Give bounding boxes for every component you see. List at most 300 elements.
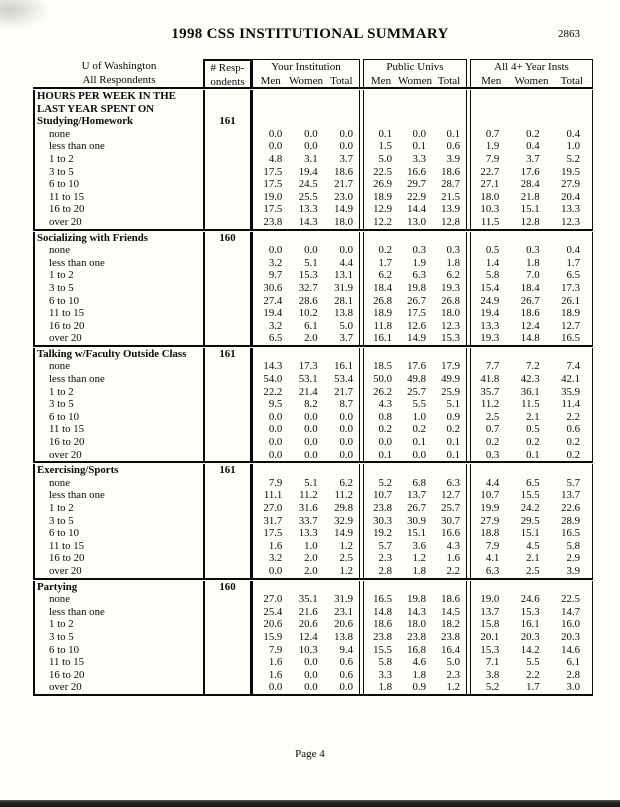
respondents-cell: 160	[203, 232, 252, 245]
group-cells	[252, 166, 360, 179]
value-cell: 19.5	[561, 165, 580, 178]
respondents-cell	[203, 436, 252, 449]
value-cell: 17.6	[407, 360, 426, 373]
value-cell: 26.2	[373, 385, 392, 398]
group-cells	[470, 373, 593, 386]
value-cell: 13.8	[334, 307, 353, 320]
group-cells	[252, 540, 360, 553]
table-row	[33, 502, 593, 515]
section-header-row	[33, 348, 593, 361]
value-cell: 13.3	[480, 319, 500, 332]
value-cell: 29.5	[520, 514, 540, 527]
value-cell: 15.4	[480, 281, 500, 294]
value-cell: 17.6	[520, 165, 540, 178]
table-row	[33, 552, 593, 565]
respondents-cell: 161	[203, 464, 252, 477]
group-cells	[470, 644, 593, 657]
value-cell: 11.2	[334, 489, 353, 502]
value-cell	[288, 115, 323, 128]
value-cell: 12.4	[298, 630, 318, 643]
group-cells	[470, 477, 593, 490]
group-cells	[252, 216, 360, 229]
group-cells	[252, 386, 360, 399]
value-cell: 31.9	[334, 593, 353, 606]
value-cell: 0.0	[268, 423, 283, 436]
respondents-cell	[203, 423, 252, 436]
value-cell	[511, 90, 551, 103]
value-cell: 17.3	[298, 360, 318, 373]
respondents-cell	[203, 332, 252, 345]
group-cells	[363, 398, 467, 411]
value-cell: 0.7	[485, 127, 500, 140]
value-cell: 3.2	[268, 256, 283, 269]
value-cell: 1.9	[412, 256, 426, 269]
value-cell: 13.8	[334, 630, 353, 643]
row-label: less than one	[33, 373, 203, 386]
row-label: none	[33, 128, 203, 141]
table-section	[33, 89, 593, 229]
group-cells	[470, 464, 593, 477]
value-cell: 4.4	[339, 256, 353, 269]
group-cells	[252, 203, 360, 216]
value-cell	[432, 464, 466, 477]
row-label: 11 to 15	[33, 656, 203, 669]
value-cell: 26.9	[373, 178, 392, 191]
value-cell: 7.2	[526, 360, 540, 373]
value-cell: 14.8	[520, 332, 540, 345]
table-row	[33, 398, 593, 411]
group-cells	[252, 360, 360, 373]
value-cell: 20.6	[298, 618, 318, 631]
value-cell: 16.8	[407, 643, 426, 656]
value-cell: 5.8	[378, 656, 392, 669]
value-cell: 13.7	[561, 489, 580, 502]
group-cells	[470, 489, 593, 502]
value-cell: 14.8	[373, 605, 392, 618]
group-cells	[470, 552, 593, 565]
group-cells	[470, 295, 593, 308]
value-cell	[324, 90, 359, 103]
value-cell: 18.6	[441, 593, 460, 606]
group-cells	[252, 269, 360, 282]
table-row	[33, 178, 593, 191]
value-cell: 0.0	[268, 564, 283, 577]
value-cell: 0.6	[446, 140, 460, 153]
respondents-cell	[203, 244, 252, 257]
group-cells	[252, 128, 360, 141]
table-row	[33, 411, 593, 424]
group-cells	[252, 295, 360, 308]
value-cell: 16.1	[373, 332, 392, 345]
value-cell: 15.5	[520, 489, 540, 502]
group-cells	[470, 307, 593, 320]
value-cell: 14.3	[298, 215, 318, 228]
value-cell: 0.9	[446, 410, 460, 423]
value-cell: 22.7	[480, 165, 500, 178]
group-cells	[363, 644, 467, 657]
group-cells	[363, 257, 467, 270]
table-row	[33, 449, 593, 462]
value-cell	[253, 115, 288, 128]
value-cell: 12.8	[520, 215, 540, 228]
respondents-cell	[203, 360, 252, 373]
value-cell: 0.4	[566, 244, 580, 257]
value-cell	[471, 115, 511, 128]
value-cell	[511, 348, 551, 361]
value-cell: 0.0	[339, 436, 353, 449]
row-label: 1 to 2	[33, 386, 203, 399]
group-cells	[363, 203, 467, 216]
group-cells	[470, 606, 593, 619]
table-row	[33, 669, 593, 682]
value-cell: 19.0	[263, 190, 283, 203]
value-cell: 3.8	[485, 668, 500, 681]
row-label: less than one	[33, 489, 203, 502]
value-cell: 13.7	[480, 605, 500, 618]
group-cells	[363, 618, 467, 631]
row-label: 11 to 15	[33, 540, 203, 553]
table-row	[33, 565, 593, 578]
group-cells	[252, 90, 360, 103]
value-cell: 0.0	[304, 448, 318, 461]
row-label: 1 to 2	[33, 269, 203, 282]
group-cells	[363, 449, 467, 462]
group-cells	[363, 244, 467, 257]
value-cell: 5.8	[566, 539, 580, 552]
value-cell: 16.5	[561, 332, 580, 345]
value-cell: 6.8	[412, 476, 426, 489]
value-cell: 16.6	[441, 527, 460, 540]
value-cell: 0.4	[526, 140, 540, 153]
value-cell	[398, 464, 432, 477]
respondents-cell	[203, 502, 252, 515]
value-cell: 1.8	[446, 256, 460, 269]
value-cell	[364, 103, 398, 116]
value-cell: 0.2	[526, 436, 540, 449]
value-cell: 14.5	[441, 605, 460, 618]
value-cell: 30.3	[373, 514, 392, 527]
value-cell: 17.5	[263, 527, 283, 540]
value-cell: 1.6	[268, 668, 283, 681]
table-row	[33, 282, 593, 295]
group-cells	[363, 540, 467, 553]
value-cell: 12.6	[407, 319, 426, 332]
value-cell: 18.5	[373, 360, 392, 373]
value-cell: 6.1	[566, 656, 580, 669]
value-cell: 7.9	[485, 152, 500, 165]
subcol-men: Men	[370, 75, 392, 87]
table-row	[33, 128, 593, 141]
value-cell: 5.2	[485, 681, 500, 694]
row-label: over 20	[33, 565, 203, 578]
value-cell: 3.7	[526, 152, 540, 165]
value-cell: 19.8	[407, 593, 426, 606]
value-cell: 16.1	[334, 360, 353, 373]
row-label: over 20	[33, 449, 203, 462]
group-cells	[363, 669, 467, 682]
table-row	[33, 436, 593, 449]
group-cells	[470, 191, 593, 204]
value-cell: 0.1	[412, 140, 426, 153]
value-cell: 0.2	[485, 436, 500, 449]
group-cells	[470, 257, 593, 270]
value-cell: 2.1	[526, 410, 540, 423]
value-cell	[364, 115, 398, 128]
group-cells	[252, 489, 360, 502]
group-cells	[470, 527, 593, 540]
value-cell: 1.7	[378, 256, 392, 269]
value-cell	[364, 348, 398, 361]
value-cell: 3.6	[412, 539, 426, 552]
value-cell: 20.1	[480, 630, 500, 643]
group-cells	[363, 436, 467, 449]
subcolumn-headers	[253, 74, 359, 88]
group-cells	[470, 360, 593, 373]
respondents-cell	[203, 103, 252, 116]
value-cell: 0.0	[268, 244, 283, 257]
value-cell: 42.3	[520, 373, 540, 386]
value-cell	[288, 90, 323, 103]
value-cell: 53.4	[334, 373, 353, 386]
table-row	[33, 153, 593, 166]
value-cell: 16.6	[407, 165, 426, 178]
value-cell: 20.6	[334, 618, 353, 631]
value-cell: 23.8	[407, 630, 426, 643]
value-cell: 14.6	[561, 643, 580, 656]
value-cell: 14.3	[263, 360, 283, 373]
value-cell: 0.3	[526, 244, 540, 257]
value-cell	[253, 464, 288, 477]
value-cell: 0.2	[378, 244, 392, 257]
row-label: over 20	[33, 216, 203, 229]
value-cell	[432, 348, 466, 361]
value-cell	[511, 103, 551, 116]
value-cell: 20.4	[561, 190, 580, 203]
table-row	[33, 515, 593, 528]
value-cell: 0.0	[339, 410, 353, 423]
value-cell: 0.4	[566, 127, 580, 140]
group-cells	[363, 515, 467, 528]
value-cell	[471, 581, 511, 594]
value-cell: 25.5	[298, 190, 318, 203]
group-cells	[252, 178, 360, 191]
value-cell: 0.2	[412, 423, 426, 436]
value-cell: 15.1	[520, 527, 540, 540]
group-cells	[252, 449, 360, 462]
value-cell: 13.9	[441, 203, 460, 216]
value-cell: 9.7	[268, 269, 283, 282]
value-cell: 19.4	[263, 307, 283, 320]
value-cell: 4.1	[485, 552, 500, 565]
value-cell: 0.8	[378, 410, 392, 423]
value-cell	[432, 103, 466, 116]
group-cells	[470, 178, 593, 191]
value-cell: 28.7	[441, 178, 460, 191]
row-label: over 20	[33, 332, 203, 345]
subcol-total: Total	[330, 75, 353, 87]
value-cell: 23.0	[334, 190, 353, 203]
group-cells	[252, 681, 360, 694]
respondents-cell: 161	[203, 115, 252, 128]
value-cell: 42.1	[561, 373, 580, 386]
table-section	[33, 229, 593, 345]
respondents-cell	[203, 477, 252, 490]
value-cell	[552, 115, 592, 128]
group-cells	[363, 593, 467, 606]
value-cell: 5.7	[566, 476, 580, 489]
group-cells	[470, 320, 593, 333]
group-cells	[363, 332, 467, 345]
group-title: Public Univs	[386, 61, 444, 73]
value-cell: 0.0	[304, 436, 318, 449]
value-cell: 12.3	[441, 319, 460, 332]
value-cell: 19.3	[480, 332, 500, 345]
value-cell: 12.7	[561, 319, 580, 332]
group-cells	[363, 153, 467, 166]
value-cell	[552, 232, 592, 245]
value-cell	[324, 581, 359, 594]
value-cell: 8.7	[339, 398, 353, 411]
value-cell: 30.7	[441, 514, 460, 527]
value-cell	[364, 581, 398, 594]
respondents-cell	[203, 191, 252, 204]
value-cell: 26.7	[407, 502, 426, 514]
value-cell: 15.5	[373, 643, 392, 656]
value-cell: 6.5	[566, 269, 580, 282]
value-cell	[511, 464, 551, 477]
group-cells	[252, 669, 360, 682]
respondents-cell	[203, 282, 252, 295]
value-cell: 22.5	[373, 165, 392, 178]
value-cell: 18.0	[480, 190, 500, 203]
subcol-men: Men	[481, 75, 502, 87]
value-cell: 2.2	[566, 410, 580, 423]
group-header-your-institution	[252, 59, 360, 87]
value-cell: 3.7	[339, 152, 353, 165]
value-cell: 11.4	[561, 398, 580, 411]
value-cell: 3.7	[339, 332, 353, 345]
value-cell	[511, 581, 551, 594]
value-cell: 17.3	[561, 281, 580, 294]
value-cell: 0.0	[268, 448, 283, 461]
value-cell: 0.1	[526, 448, 540, 461]
respondents-cell	[203, 527, 252, 540]
value-cell: 1.8	[412, 668, 426, 681]
group-cells	[470, 581, 593, 594]
value-cell: 0.2	[378, 423, 392, 436]
value-cell	[253, 232, 288, 245]
value-cell: 9.4	[339, 643, 353, 656]
value-cell: 30.6	[263, 281, 283, 294]
group-cells	[252, 423, 360, 436]
value-cell: 0.1	[378, 448, 392, 461]
value-cell	[364, 232, 398, 245]
value-cell: 2.9	[566, 552, 580, 565]
respondents-column-header: # Resp- ondents	[203, 59, 252, 87]
group-cells	[470, 166, 593, 179]
value-cell	[364, 90, 398, 103]
respondents-cell	[203, 295, 252, 308]
group-cells	[470, 140, 593, 153]
group-cells	[363, 373, 467, 386]
value-cell: 5.0	[339, 319, 353, 332]
value-cell: 12.8	[441, 215, 460, 228]
value-cell: 0.0	[268, 681, 283, 694]
value-cell: 2.0	[304, 552, 318, 565]
value-cell: 24.9	[480, 294, 500, 307]
value-cell: 29.8	[334, 502, 353, 514]
value-cell: 2.5	[485, 410, 500, 423]
group-cells	[363, 282, 467, 295]
value-cell: 22.2	[263, 385, 283, 398]
group-cells	[252, 464, 360, 477]
group-cells	[470, 502, 593, 515]
value-cell: 0.0	[304, 140, 318, 153]
value-cell: 8.2	[304, 398, 318, 411]
section-header-row	[33, 103, 593, 116]
value-cell: 5.0	[378, 152, 392, 165]
group-cells	[363, 216, 467, 229]
value-cell: 31.9	[334, 281, 353, 294]
value-cell: 5.8	[485, 269, 500, 282]
value-cell: 6.2	[446, 269, 460, 282]
value-cell: 4.4	[485, 476, 500, 489]
value-cell: 28.4	[520, 178, 540, 191]
table-row	[33, 656, 593, 669]
row-label: 6 to 10	[33, 527, 203, 540]
row-label: 16 to 20	[33, 552, 203, 565]
value-cell: 0.0	[339, 140, 353, 153]
value-cell: 15.1	[520, 203, 540, 216]
value-cell: 6.5	[526, 476, 540, 489]
group-cells	[363, 178, 467, 191]
value-cell: 1.6	[268, 656, 283, 669]
value-cell: 1.2	[339, 539, 353, 552]
value-cell: 16.5	[561, 527, 580, 540]
group-cells	[252, 618, 360, 631]
row-label: 6 to 10	[33, 411, 203, 424]
group-cells	[363, 103, 467, 116]
value-cell: 18.4	[520, 281, 540, 294]
value-cell: 20.3	[520, 630, 540, 643]
value-cell: 18.6	[373, 618, 392, 631]
value-cell: 32.7	[298, 281, 318, 294]
group-cells	[252, 565, 360, 578]
value-cell: 7.9	[485, 539, 500, 552]
value-cell: 15.1	[407, 527, 426, 540]
value-cell: 4.5	[526, 539, 540, 552]
group-cells	[470, 411, 593, 424]
table-row	[33, 269, 593, 282]
row-label: 3 to 5	[33, 631, 203, 644]
value-cell: 0.0	[268, 127, 283, 140]
group-cells	[252, 244, 360, 257]
table-row	[33, 307, 593, 320]
value-cell	[288, 232, 323, 245]
subcol-total: Total	[437, 75, 461, 87]
row-label: 3 to 5	[33, 515, 203, 528]
value-cell: 9.5	[268, 398, 283, 411]
group-cells	[470, 631, 593, 644]
value-cell: 6.3	[485, 564, 500, 577]
value-cell: 0.1	[446, 436, 460, 449]
value-cell: 13.1	[334, 269, 353, 282]
value-cell: 50.0	[373, 373, 392, 386]
value-cell: 0.0	[304, 410, 318, 423]
table-row	[33, 360, 593, 373]
value-cell	[324, 348, 359, 361]
value-cell: 14.4	[407, 203, 426, 216]
